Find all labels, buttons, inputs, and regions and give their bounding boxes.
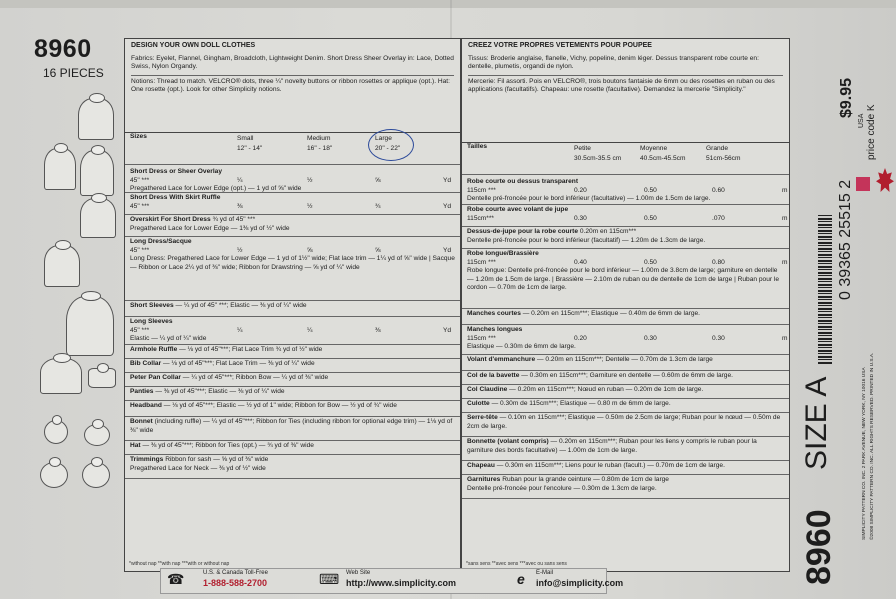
row-note: Elastic — ¼ yd of ¼" wide — [130, 335, 207, 343]
row-amount: 115cm*** — [467, 214, 494, 222]
row-amount: 45" *** — [130, 246, 150, 254]
yardage-value: 0.20 — [574, 335, 587, 342]
table-row — [462, 371, 789, 385]
row-amount: — 0.30m en 115cm***; Liens pour le ruban (facult.) — 0.70m de 1cm de large. — [496, 462, 725, 469]
row-note: Dentelle pré-froncée pour le bord inférieur (facultative) — 1.00m de 1.5cm de large. — [467, 195, 711, 203]
dress-sketch-4 — [80, 198, 116, 238]
row-amount: — 0.30m de 115cm***; Elastique — 0.80 m de 6mm de large. — [491, 400, 671, 407]
taille-header-row — [462, 139, 789, 175]
row-heading: Long Sleeves — [130, 318, 173, 325]
yardage-value: ¼ — [237, 327, 243, 334]
row-heading: Short Sleeves — [130, 302, 174, 309]
size-small: Small — [237, 135, 254, 142]
row-amount: 115cm *** — [467, 186, 496, 194]
yardage-value: ⅜ — [375, 327, 381, 334]
row-amount: — 0.30m en 115cm***; Garniture en dentelle — 0.60m de 6mm de large. — [521, 372, 733, 379]
table-row — [462, 413, 789, 437]
yardage-value: ⅝ — [307, 247, 313, 254]
notions-text: Notions: Thread to match. VELCRO® dots, three ¼" novelty buttons or ribbon rosettes or applique (opt.). Hat: One rosette (opt.). Look for other Simplicity notions. — [131, 75, 454, 95]
email-link[interactable]: info@simplicity.com — [536, 578, 624, 588]
row-amount: — 0.20m en 115cm***; Nœud en ruban — 0.20m de 1cm de large. — [509, 386, 704, 393]
row-amount: — 0.20m en 115cm***; Elastique — 0.40m de 6mm de large. — [522, 310, 700, 317]
yardage-value: m — [782, 335, 788, 342]
row-note: Pregathered Lace for Lower Edge — 1⅜ yd of ½" wide — [130, 224, 290, 232]
table-row — [462, 249, 789, 309]
yardage-value: ⅜ — [237, 203, 243, 210]
size-large-range: 20" - 22" — [375, 145, 401, 152]
yardage-value: 0.20 — [574, 187, 587, 194]
row-heading: Garnitures — [467, 476, 501, 483]
row-amount: — 0.10m en 115cm***; Elastique — 0.50m de 2.5cm de large; Ruban pour le nœud — 0.50m de 2cm de large. — [467, 414, 781, 430]
table-row — [125, 441, 460, 455]
taille-petite-range: 30.5cm-35.5 cm — [574, 155, 622, 162]
table-row — [462, 461, 789, 475]
table-row — [125, 301, 460, 317]
yardage-value: m — [782, 259, 788, 266]
table-row — [125, 167, 460, 193]
yardage-value: m — [782, 215, 788, 222]
table-row — [125, 193, 460, 215]
row-amount: 115cm *** — [467, 258, 496, 266]
size-header-row — [125, 129, 460, 165]
row-heading: Long Dress/Sacque — [130, 238, 192, 245]
yardage-value: ¾ — [375, 203, 381, 210]
taille-grande: Grande — [706, 145, 728, 152]
row-heading: Col de la bavette — [467, 372, 520, 379]
row-heading: Panties — [130, 388, 154, 395]
row-amount: 45" *** — [130, 326, 150, 334]
yardage-value: 0.30 — [644, 335, 657, 342]
row-note: Long Dress: Pregathered Lace for Lower Edge — 1 yd of 1½" wide; Flat lace trim — 1¼ yd of ⅝" wide | Sacque — Ribbon or Lace 2¼ yd of ⅜" wide; Ribbon for Drawstring — ⅝ yd of ¼" wide — [130, 255, 455, 271]
row-amount: — 0.20m en 115cm***; Dentelle — 0.70m de 1.3cm de large — [536, 356, 713, 363]
taille-moyenne-range: 40.5cm-45.5cm — [640, 155, 686, 162]
panties-sketch — [88, 368, 116, 388]
taille-petite: Petite — [574, 145, 591, 152]
french-panel — [461, 38, 790, 572]
row-note: Dentelle pré-froncée pour l'encolure — 0.30m de 1.3cm de large. — [467, 484, 657, 492]
price-country: USA — [858, 113, 865, 128]
long-dress-sketch — [66, 296, 114, 356]
yardage-value: ½ — [307, 177, 313, 184]
row-amount: 115cm *** — [467, 334, 496, 342]
sacque-sketch — [40, 358, 82, 394]
tailles-label: Tailles — [467, 143, 488, 150]
table-row — [125, 345, 460, 359]
row-amount: ¾ yd of 45" *** — [212, 216, 256, 223]
row-note: Dentelle pré-froncée pour le bord inférieur (facultatif) — 1.20m de 1.3cm de large. — [467, 236, 706, 244]
yardage-value: 0.50 — [644, 215, 657, 222]
table-row — [125, 455, 460, 479]
yardage-value: .070 — [712, 215, 725, 222]
yardage-value: ½ — [237, 247, 243, 254]
fabrics-text: Fabrics: Eyelet, Flannel, Gingham, Broadcloth, Lightweight Denim. Short Dress Sheer Overlay in: Lace, Dotted Swiss, Nylon Organdy. — [131, 54, 454, 71]
row-heading: Bonnet — [130, 418, 153, 425]
yardage-value: 0.50 — [644, 187, 657, 194]
table-row — [462, 475, 789, 499]
table-row — [462, 355, 789, 371]
row-heading: Manches courtes — [467, 310, 521, 317]
table-row — [462, 177, 789, 205]
headband-sketch — [84, 424, 110, 446]
table-row — [125, 317, 460, 345]
table-row — [125, 215, 460, 237]
dress-sketch-2 — [44, 148, 76, 190]
row-heading: Chapeau — [467, 462, 495, 469]
french-footnote: *sans sens **avec sens ***avec ou sans sens — [466, 561, 567, 568]
yardage-value: 0.40 — [574, 259, 587, 266]
row-amount: 0.20m en 115cm*** — [579, 228, 637, 235]
price-code: price code K — [866, 104, 877, 160]
phone-label: U.S. & Canada Toll-Free — [203, 570, 268, 576]
company-address: SIMPLICITY PATTERN CO. INC. 2 PARK AVENUE, NEW YORK, NY 10016 USA — [862, 367, 867, 540]
table-row — [462, 309, 789, 325]
row-heading: Robe courte avec volant de jupe — [467, 206, 569, 213]
row-heading: Peter Pan Collar — [130, 374, 181, 381]
row-amount: — ⅛ yd of 45"***; Flat Lace Trim — ⅜ yd of ¼" wide — [162, 360, 315, 367]
row-note: Pregathered Lace for Neck — ⅜ yd of ½" wide — [130, 464, 266, 472]
price: $9.95 — [838, 77, 855, 118]
yardage-value: Yd — [443, 203, 452, 210]
vertical-size-label: SIZE A — [800, 376, 833, 470]
taille-moyenne: Moyenne — [640, 145, 668, 152]
row-amount: — ¼ yd of 45" ***; Elastic — ⅜ yd of ¼" wide — [175, 302, 307, 309]
row-note: Pregathered Lace for Lower Edge (opt.) — 1 yd of ⅝" wide — [130, 185, 302, 193]
row-heading: Robe courte ou dessus transparent — [467, 178, 579, 185]
yardage-value: Yd — [443, 327, 452, 334]
computer-icon: ⌨ — [319, 571, 340, 587]
vertical-pattern-number: 8960 — [800, 509, 838, 585]
row-amount: 45" *** — [130, 202, 150, 210]
row-amount: — ¼ yd of 45"***; Ribbon Bow — ¼ yd of ⅜" wide — [182, 374, 329, 381]
upc-number: 0 39365 25515 2 — [837, 179, 854, 300]
email-icon: e — [517, 571, 525, 587]
row-heading: Trimmings — [130, 456, 164, 463]
dress-sketch-1 — [78, 98, 114, 140]
english-footnote: *without nap **with nap ***with or without nap — [129, 561, 230, 568]
table-row — [125, 373, 460, 387]
yardage-value: ⅝ — [375, 177, 381, 184]
table-row — [125, 401, 460, 417]
web-label: Web Site — [346, 570, 371, 576]
maple-leaf-icon — [876, 168, 894, 192]
row-heading: Volant d'emmanchure — [467, 356, 536, 363]
copyright: ©2008 SIMPLICITY PATTERN CO. INC. ALL RIGHTS RESERVED. PRINTED IN U.S.A. — [870, 352, 875, 540]
phone-icon: ☎ — [167, 571, 185, 587]
table-row — [462, 205, 789, 227]
row-amount: — ⅛ yd of 45"***; Flat Lace Trim ¾ yd of ½" wide — [179, 346, 323, 353]
english-panel — [124, 38, 461, 572]
row-heading: Serre-tête — [467, 414, 498, 421]
yardage-value: 0.80 — [712, 259, 725, 266]
yardage-value: Yd — [443, 177, 452, 184]
row-heading: Armhole Ruffle — [130, 346, 178, 353]
yardage-value: 0.30 — [712, 335, 725, 342]
dress-sketch-5 — [44, 245, 80, 287]
hat-back-sketch — [82, 462, 110, 488]
yardage-value: ⅝ — [375, 247, 381, 254]
row-heading: Dessus-de-jupe pour la robe courte — [467, 228, 579, 235]
row-heading: Short Dress With Skirt Ruffle — [130, 194, 221, 201]
size-large: Large — [375, 135, 392, 142]
row-heading: Manches longues — [467, 326, 523, 333]
contact-bar — [160, 568, 624, 594]
size-small-range: 12" - 14" — [237, 145, 263, 152]
row-heading: Overskirt For Short Dress — [130, 216, 211, 223]
yardage-value: 0.50 — [644, 259, 657, 266]
top-tape — [0, 0, 896, 8]
table-row — [125, 237, 460, 301]
french-header — [462, 39, 789, 143]
mercerie-text: Mercerie: Fil assorti. Pois en VELCRO®, trois boutons fantaisie de 6mm ou des rosettes en ruban ou des applications (facultatifs). Chapeau: une rosette (facultative). Demandez la mercerie "Simplicity." — [468, 75, 783, 95]
yardage-value: ¼ — [307, 327, 313, 334]
size-medium: Medium — [307, 135, 331, 142]
table-row — [462, 437, 789, 461]
pattern-number: 8960 — [34, 35, 92, 63]
yardage-value: Yd — [443, 247, 452, 254]
row-amount: 45" *** — [130, 176, 150, 184]
yardage-value: ¼ — [237, 177, 243, 184]
row-heading: Hat — [130, 442, 141, 449]
tissus-text: Tissus: Broderie anglaise, flanelle, Vichy, popeline, denim léger. Dessus transparent robe courte en: dentelle, plumetis, organdi de nylon. — [468, 54, 759, 71]
table-row — [462, 227, 789, 249]
sizes-label: Sizes — [130, 133, 147, 140]
table-row — [462, 325, 789, 355]
taille-grande-range: 51cm-56cm — [706, 155, 741, 162]
bonnet-sketch — [44, 420, 68, 444]
phone-number[interactable]: 1-888-588-2700 — [203, 578, 268, 588]
row-heading: Headband — [130, 402, 162, 409]
row-note: Elastique — 0.30m de 6mm de large. — [467, 343, 576, 351]
size-circle-mark — [368, 129, 414, 161]
yardage-value: 0.60 — [712, 187, 725, 194]
english-header — [125, 39, 460, 133]
table-row — [462, 399, 789, 413]
dress-sketch-3 — [80, 150, 114, 196]
hat-sketch — [40, 462, 68, 488]
yardage-value: 0.30 — [574, 215, 587, 222]
row-amount: — ⅜ yd of 45"***; Ribbon for Ties (opt.) — ¾ yd of ⅜" wide — [142, 442, 314, 449]
row-heading: Short Dress or Sheer Overlay — [130, 168, 222, 175]
row-note: Robe longue: Dentelle pré-froncée pour le bord inférieur — 1.00m de 3.8cm de large; garniture en dentelle — 1.20m de 1.5cm de large. | Brassière — 2.10m de ruban ou de dentelle de 1cm de large | Ruban pour le cordon — 0.70m de 1cm de large. — [467, 267, 780, 292]
barcode — [818, 215, 832, 365]
yardage-value: m — [782, 187, 788, 194]
row-amount: — 0.20m en 115cm***; Ruban pour les liens y compris le ruban pour la garniture des bords facultative) — 1.00m de 1cm de large. — [467, 438, 757, 454]
row-heading: Culotte — [467, 400, 490, 407]
yardage-value: ½ — [307, 203, 313, 210]
row-heading: Robe longue/Brassière — [467, 250, 539, 257]
row-heading: Col Claudine — [467, 386, 508, 393]
table-row — [125, 417, 460, 441]
color-swatch — [856, 177, 870, 191]
row-heading: Bonnette (volant compris) — [467, 438, 549, 445]
row-heading: Bib Collar — [130, 360, 162, 367]
row-amount: (including ruffle) — ¼ yd of 45"***; Ribbon for Ties (including ribbon for optional edge trim) — 1⅛ yd of ⅜" wide — [130, 418, 453, 434]
email-label: E-Mail — [536, 570, 554, 576]
row-amount: — ⅜ yd of 45"***; Elastic — ⅜ yd of ¼" wide — [155, 388, 285, 395]
piece-count: 16 PIECES — [43, 66, 104, 80]
row-amount: Ruban pour la grande ceinture — 0.80m de 1cm de large — [502, 476, 669, 483]
table-row — [125, 387, 460, 401]
french-title: CREEZ VOTRE PROPRES VETEMENTS POUR POUPEE — [468, 42, 652, 49]
size-medium-range: 16" - 18" — [307, 145, 333, 152]
row-amount: Ribbon for sash — ⅝ yd of ⅜" wide — [165, 456, 269, 463]
table-row — [125, 359, 460, 373]
english-title: DESIGN YOUR OWN DOLL CLOTHES — [131, 42, 256, 49]
table-row — [462, 385, 789, 399]
row-amount: — ⅛ yd of 45"***; Elastic — ½ yd of 1" wide; Ribbon for Bow — ½ yd of ¾" wide — [163, 402, 397, 409]
website-link[interactable]: http://www.simplicity.com — [346, 578, 457, 588]
